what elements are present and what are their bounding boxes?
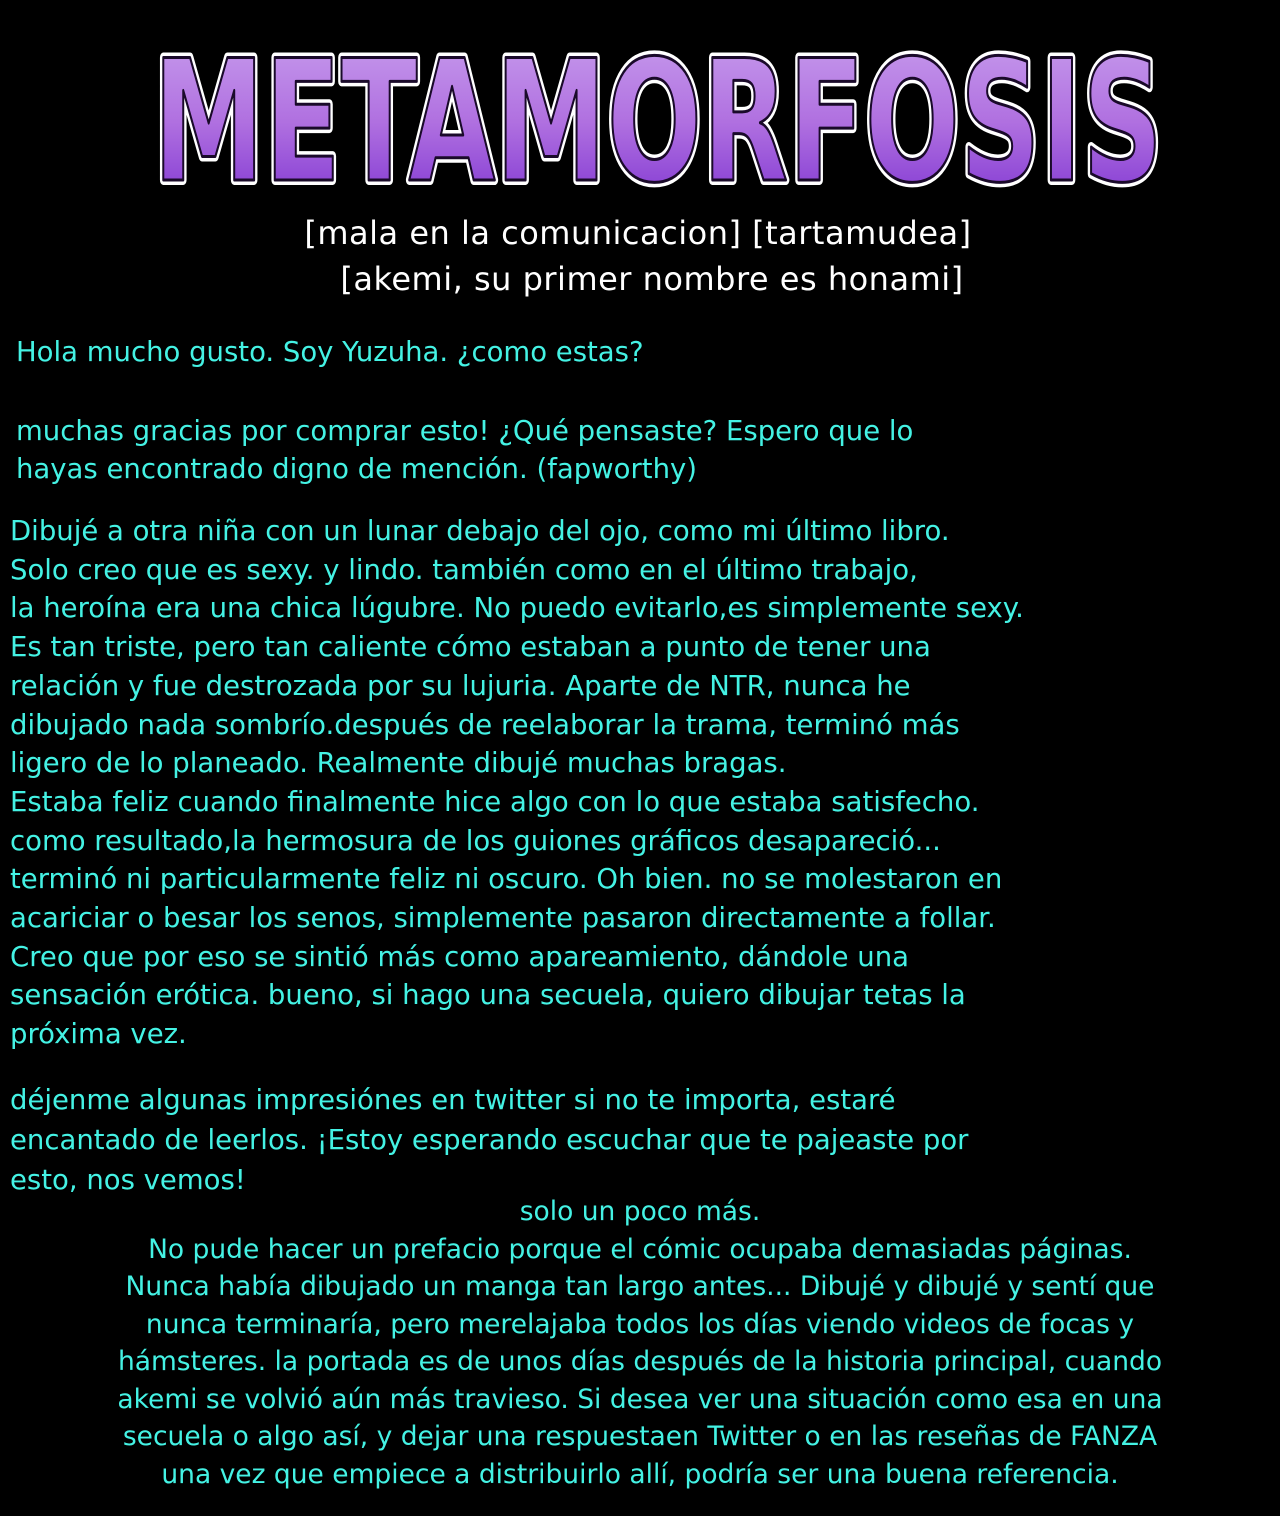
text-line: Creo que por eso se sintió más como apareamiento, dándole una (10, 940, 909, 973)
greeting-paragraph (16, 333, 644, 371)
text-line: secuela o algo así, y dejar una respuestaen Twitter o en las reseñas de FANZA (122, 1421, 1158, 1452)
title-logo (0, 8, 1280, 208)
text-line: ligero de lo planeado. Realmente dibujé muchas bragas. (10, 747, 787, 780)
text-line: una vez que empiece a distribuirlo allí, podría ser una buena referencia. (161, 1458, 1119, 1490)
text-line: muchas gracias por comprar esto! ¿Qué pensaste? Espero que lo (16, 415, 914, 447)
text-line: déjenme algunas impresiónes en twitter si no te importa, estaré (10, 1084, 896, 1116)
title-block (0, 8, 1280, 208)
text-line: esto, nos vemos! (10, 1164, 246, 1196)
text-line: Hola mucho gusto. Soy Yuzuha. ¿como estas? (16, 336, 644, 368)
text-line: la heroína era una chica lúgubre. No puedo evitarlo,es simplemente sexy. (10, 592, 1024, 625)
title-outline: METAMORFOSIS (153, 24, 1163, 208)
text-line: próxima vez. (10, 1018, 187, 1051)
text-line: Nunca había dibujado un manga tan largo antes... Dibujé y dibujé y sentí que (125, 1271, 1155, 1302)
subtitle-name: [akemi, su primer nombre es honami] (340, 260, 964, 298)
text-line: hámsteres. la portada es de unos días después de la historia principal, cuando (117, 1346, 1163, 1377)
text-line: relación y fue destrozada por su lujuria. Aparte de NTR, nunca he (10, 669, 911, 702)
subtitle-tags: [mala en la comunicacion] [tartamudea] (304, 214, 972, 252)
text-line: como resultado,la hermosura de los guiones gráficos desapareció... (10, 824, 941, 857)
text-line: nunca terminaría, pero merelajaba todos los días viendo videos de focas y (145, 1308, 1135, 1340)
text-line: hayas encontrado digno de mención. (fapworthy) (16, 453, 698, 485)
text-line: No pude hacer un prefacio porque el cómic ocupaba demasiadas páginas. (148, 1233, 1132, 1265)
thanks-paragraph (16, 412, 913, 488)
title-text: METAMORFOSIS (153, 24, 1163, 208)
text-line: terminó ni particularmente feliz ni oscuro. Oh bien. no se molestaron en (10, 863, 1003, 896)
text-line: Dibujé a otra niña con un lunar debajo del ojo, como mi último libro. (10, 515, 950, 547)
text-line: akemi se volvió aún más travieso. Si desea ver una situación como esa en una (117, 1383, 1163, 1415)
main-paragraph (10, 512, 1024, 1054)
text-line: solo un poco más. (519, 1196, 761, 1227)
text-line: Estaba feliz cuando finalmente hice algo con lo que estaba satisfecho. (10, 785, 980, 818)
text-line: Solo creo que es sexy. y lindo. también como en el último trabajo, (10, 553, 918, 586)
twitter-paragraph (10, 1080, 968, 1200)
text-line: sensación erótica. bueno, si hago una secuela, quiero dibujar tetas la (10, 979, 966, 1012)
text-line: acariciar o besar los senos, simplemente pasaron directamente a follar. (10, 902, 996, 935)
text-line: encantado de leerlos. ¡Estoy esperando escuchar que te pajeaste por (10, 1124, 969, 1156)
text-line: Es tan triste, pero tan caliente cómo estaban a punto de tener una (10, 631, 931, 664)
extra-paragraph (0, 1193, 1280, 1493)
text-line: dibujado nada sombrío.después de reelaborar la trama, terminó más (10, 708, 960, 741)
